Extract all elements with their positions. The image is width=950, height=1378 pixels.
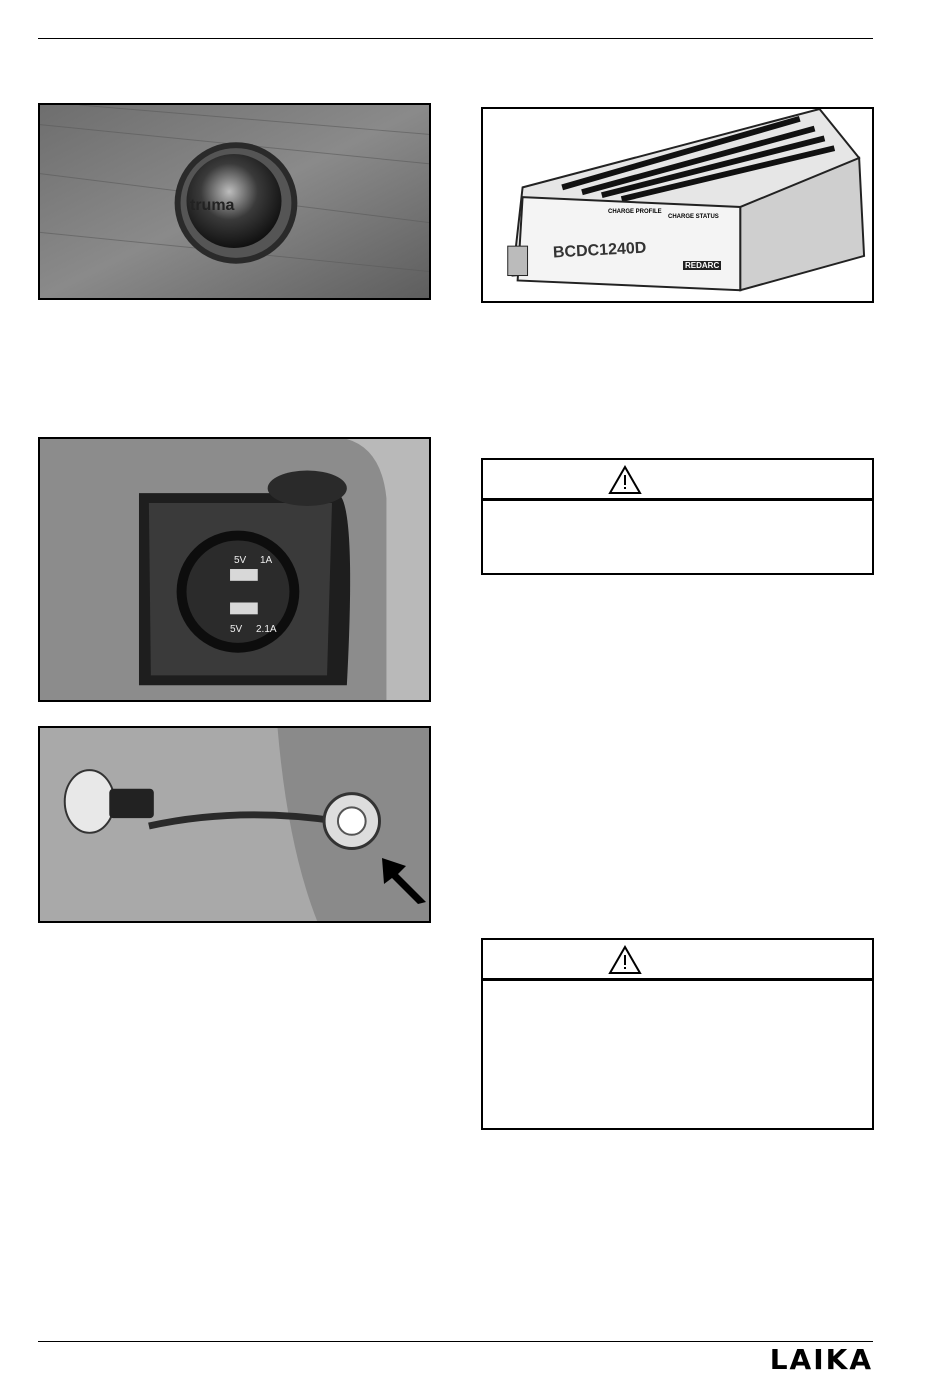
usb-port2-current: 2.1A bbox=[256, 624, 277, 635]
charge-status-label: CHARGE STATUS bbox=[668, 214, 719, 220]
usb-port1-voltage: 5V bbox=[234, 555, 247, 566]
footer-rule bbox=[38, 1341, 873, 1342]
warning-header bbox=[483, 940, 872, 981]
warning-text bbox=[483, 981, 872, 997]
warning-text bbox=[483, 501, 872, 517]
photo-reading-lamp bbox=[38, 726, 431, 923]
warning-box-2 bbox=[481, 938, 874, 1130]
charger-model-label: BCDC1240D bbox=[552, 239, 647, 262]
warning-box-1 bbox=[481, 458, 874, 575]
photo-truma-control bbox=[38, 103, 431, 300]
photo-usb-socket bbox=[38, 437, 431, 702]
truma-brand-label: truma bbox=[190, 197, 235, 214]
warning-triangle-icon bbox=[608, 945, 642, 975]
usb-port2-voltage: 5V bbox=[230, 624, 243, 635]
usb-port1-current: 1A bbox=[260, 555, 273, 566]
charge-profile-label: CHARGE PROFILE bbox=[608, 209, 662, 215]
charger-brand-label: REDARC bbox=[685, 261, 720, 270]
laika-logo: LAIKA bbox=[769, 1343, 873, 1376]
arrow-pointer-icon bbox=[380, 856, 430, 906]
warning-header bbox=[483, 460, 872, 501]
photo-dc-charger bbox=[481, 107, 874, 303]
warning-triangle-icon bbox=[608, 465, 642, 495]
header-rule bbox=[38, 38, 873, 39]
